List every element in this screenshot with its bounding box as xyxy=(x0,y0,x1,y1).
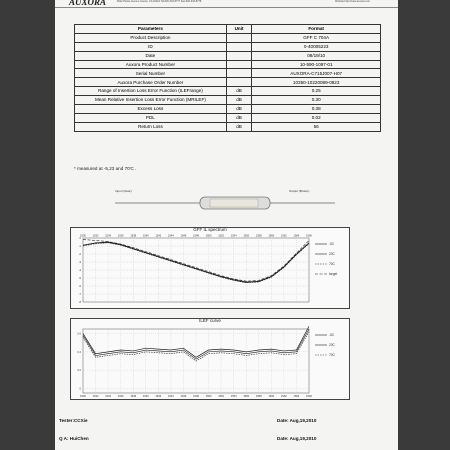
x-tick-label: 1532 xyxy=(92,234,99,238)
x-tick-label: 1546 xyxy=(180,234,187,238)
ilef-curve-chart xyxy=(70,318,350,400)
x-tick-label: 1534 xyxy=(105,234,112,238)
x-tick-label: 1544 xyxy=(167,234,174,238)
spec-row xyxy=(75,60,381,69)
x-tick-label: 1566 xyxy=(306,395,312,398)
spec-cell-value: 0.02 xyxy=(252,113,381,122)
spec-cell-unit xyxy=(226,78,252,87)
spec-cell-value: 0.30 xyxy=(252,96,381,105)
y-tick-label: -2 xyxy=(78,253,81,256)
x-tick-label: 1566 xyxy=(306,234,312,238)
spec-cell-value: 10350-10220089-0823 xyxy=(252,78,381,87)
il-spectrum-chart xyxy=(70,227,350,309)
spec-cell-param: Mean Relative Insertion Loss Error Function (MRILEF) xyxy=(75,96,227,105)
y-tick-label: -7 xyxy=(78,293,81,296)
test-report-page xyxy=(55,0,398,450)
spec-cell-param: PDL xyxy=(75,113,227,122)
spec-cell-unit xyxy=(226,51,252,60)
spec-cell-unit: dB xyxy=(226,87,252,96)
legend-label: target xyxy=(329,272,338,276)
qa-date: Date: Aug,19,2010 xyxy=(277,436,317,441)
spec-cell-param: Return Loss xyxy=(75,122,227,131)
legend-label: -5C xyxy=(329,242,335,246)
x-tick-label: 1538 xyxy=(130,395,137,398)
company-address: 6612 Pointe Avenue Gourte, CA 91210 Tel:626-333-8777 Fax:626-333-8778 xyxy=(117,0,202,3)
x-tick-label: 1540 xyxy=(142,395,149,398)
ilef-curve-plot xyxy=(71,319,349,399)
y-tick-label: -3 xyxy=(78,261,81,264)
spec-row xyxy=(75,69,381,78)
spec-cell-value: 10-590-1097-01 xyxy=(252,60,381,69)
x-tick-label: 1542 xyxy=(155,234,162,238)
input-label: Input (Clear) xyxy=(115,189,132,193)
spec-cell-unit xyxy=(226,42,252,51)
x-tick-label: 1562 xyxy=(280,234,287,238)
column-header-unit: Unit xyxy=(226,25,252,34)
spec-row xyxy=(75,33,381,42)
x-tick-label: 1560 xyxy=(268,395,275,398)
x-tick-label: 1554 xyxy=(230,234,237,238)
x-tick-label: 1560 xyxy=(268,234,275,238)
x-tick-label: 1550 xyxy=(205,234,212,238)
il-spectrum-plot xyxy=(71,228,349,308)
spec-cell-value: 0-40005223 xyxy=(252,42,381,51)
spec-cell-value: 08/19/10 xyxy=(252,51,381,60)
ilef-curve-title: ILEF curve xyxy=(199,318,221,323)
tester-date: Date: Aug,19,2010 xyxy=(277,418,317,423)
y-tick-label: -5 xyxy=(78,277,81,280)
spec-row xyxy=(75,78,381,87)
spec-row xyxy=(75,42,381,51)
x-tick-label: 1558 xyxy=(255,395,262,398)
x-tick-label: 1548 xyxy=(193,395,199,398)
spec-row xyxy=(75,105,381,114)
spec-cell-unit xyxy=(226,69,252,78)
x-tick-label: 1542 xyxy=(155,395,162,398)
y-tick-label: -4 xyxy=(78,269,81,272)
company-logo: AUXORA xyxy=(69,0,107,7)
spec-table xyxy=(74,24,381,132)
spec-cell-unit: dB xyxy=(226,105,252,114)
legend-label: 23C xyxy=(329,343,335,347)
x-tick-label: 1552 xyxy=(218,234,225,238)
spec-cell-param: Date xyxy=(75,51,227,60)
x-tick-label: 1552 xyxy=(218,395,225,398)
spec-cell-value: 0.25 xyxy=(252,87,381,96)
filter-device-image xyxy=(115,193,335,213)
spec-table-header xyxy=(75,25,381,34)
x-tick-label: 1556 xyxy=(243,234,250,238)
footnote: * measured at -5,23 and 70'C . xyxy=(74,166,137,171)
column-header-format: Format xyxy=(252,25,381,34)
spec-cell-value: AUXORA-C715J007-H07 xyxy=(252,69,381,78)
spec-row xyxy=(75,51,381,60)
x-tick-label: 1544 xyxy=(167,395,174,398)
il-spectrum-title: GFF IL spectrum xyxy=(193,227,227,232)
x-tick-label: 1538 xyxy=(130,234,137,238)
letterhead xyxy=(55,0,398,8)
spec-cell-unit: dB xyxy=(226,113,252,122)
x-tick-label: 1562 xyxy=(280,395,287,398)
legend-label: 70C xyxy=(329,353,335,357)
y-tick-label: -8 xyxy=(78,301,81,304)
spec-row xyxy=(75,87,381,96)
spec-cell-param: Range of Insertion Loss Error Function (ILEFrange) xyxy=(75,87,227,96)
x-tick-label: 1556 xyxy=(243,395,250,398)
x-tick-label: 1564 xyxy=(293,395,300,398)
spec-cell-unit: dB xyxy=(226,96,252,105)
spec-cell-unit xyxy=(226,60,252,69)
spec-cell-param: Excess Loss xyxy=(75,105,227,114)
spec-row xyxy=(75,122,381,131)
x-tick-label: 1558 xyxy=(255,234,262,238)
spec-cell-value: GFF C 704A xyxy=(252,33,381,42)
x-tick-label: 1536 xyxy=(117,234,124,238)
spec-cell-value: 0.38 xyxy=(252,105,381,114)
x-tick-label: 1530 xyxy=(80,395,86,398)
spec-row xyxy=(75,113,381,122)
y-tick-label: -1 xyxy=(78,245,81,248)
spec-cell-param: Auxora Product Number xyxy=(75,60,227,69)
x-tick-label: 1548 xyxy=(193,234,199,238)
column-header-parameters: Parameters xyxy=(75,25,227,34)
y-tick-label: 0.6 xyxy=(77,332,81,336)
x-tick-label: 1554 xyxy=(230,395,237,398)
spec-cell-param: Serial Number xyxy=(75,69,227,78)
x-tick-label: 1546 xyxy=(180,395,187,398)
spec-row xyxy=(75,96,381,105)
legend-label: 70C xyxy=(329,262,335,266)
y-tick-label: 0.4 xyxy=(77,350,81,354)
x-tick-label: 1534 xyxy=(105,395,112,398)
output-label: Output (Brown) xyxy=(289,189,310,193)
spec-cell-unit xyxy=(226,33,252,42)
spec-cell-value: 56 xyxy=(252,122,381,131)
y-tick-label: 0 xyxy=(79,387,81,391)
legend-label: 23C xyxy=(329,252,335,256)
x-tick-label: 1536 xyxy=(117,395,124,398)
qa-signature: Q A: HuiChen xyxy=(59,436,89,441)
x-tick-label: 1540 xyxy=(142,234,149,238)
x-tick-label: 1550 xyxy=(205,395,212,398)
spec-cell-unit: dB xyxy=(226,122,252,131)
spec-cell-param: Product Description xyxy=(75,33,227,42)
y-tick-label: 0 xyxy=(79,237,81,240)
y-tick-label: -6 xyxy=(78,285,81,288)
spec-cell-param: Auxora Purchase Order Number xyxy=(75,78,227,87)
y-tick-label: 0.2 xyxy=(77,369,81,373)
company-website: Website:http://www.auxora.com xyxy=(335,0,370,3)
x-tick-label: 1564 xyxy=(293,234,300,238)
series-line-70c xyxy=(83,332,309,361)
x-tick-label: 1530 xyxy=(80,234,86,238)
x-tick-label: 1532 xyxy=(92,395,99,398)
spec-cell-param: ID xyxy=(75,42,227,51)
legend-label: -5C xyxy=(329,333,335,337)
tester-signature: Tester:CCXie xyxy=(59,418,88,423)
